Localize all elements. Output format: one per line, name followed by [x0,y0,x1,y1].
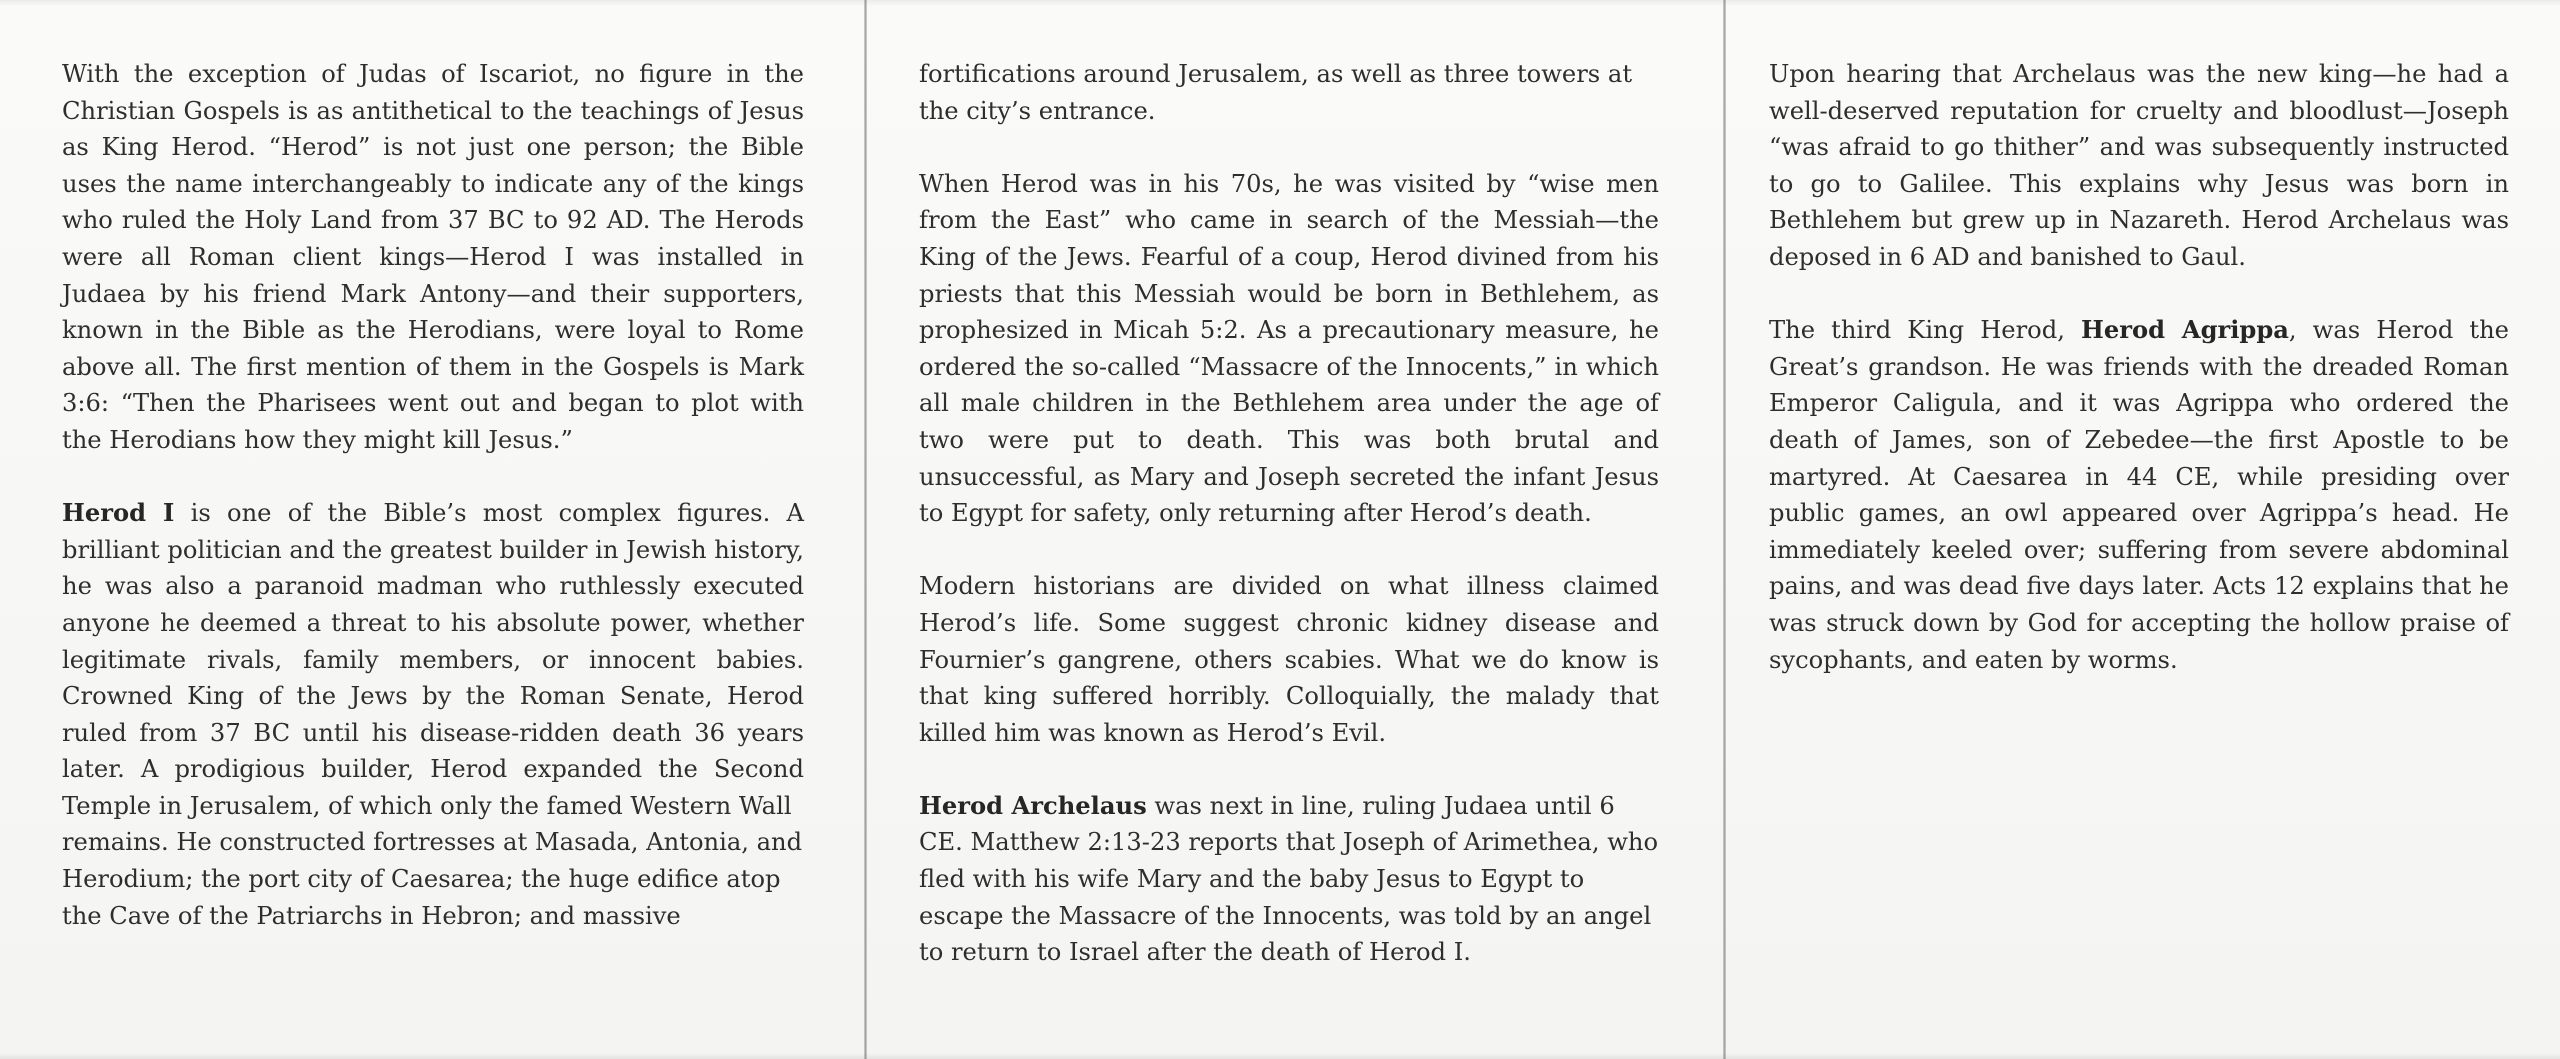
fold-line-right [1723,0,1726,1059]
panel-middle [919,56,1659,1007]
paragraph-herod-agrippa [1769,312,2509,678]
heading-herod-archelaus: Herod Archelaus [919,790,1147,820]
paragraph-illness: Modern historians are divided on what illness claimed Herod’s life. Some suggest chronic kidney disease and Fournier’s gangrene, others scabies. What we do know is that king suffered horribly. Colloquially, the malady that killed him was known as Herod’s Evil. [919,572,1659,747]
paragraph-herod-i-text: is one of the Bible’s most complex figures. A brilliant politician and the greatest builder in Jewish history, he was also a paranoid madman who ruthlessly executed anyone he deemed a threat to his absolute power, whether legitimate rivals, family members, or innocent babies. Crowned King of the Jews by the Roman Senate, Herod ruled from 37 BC until his disease-ridden death 36 years later. A prodigious builder, Herod expanded the Second Temple in Jerusalem, of which only the famed Western Wall [62,499,805,820]
paragraph-herod-agrippa-text: , was Herod the Great’s grandson. He was friends with the dreaded Roman Emperor Caligula, and it was Agrippa who ordered the death of James, son of Zebedee—the first Apostle to be martyred. At Caesarea in 44 CE, while presiding over public games, an owl appeared over Agrippa’s head. He immediately keeled over; suffering from severe abdominal pains, and was dead five days later. Acts 12 explains that he was struck down by God for accepting the hollow praise of sycophants, and eaten by worms. [1769,316,2509,674]
paragraph-herod-archelaus-text: was next in line, ruling Judaea until 6 CE. Matthew 2:13-23 reports that Joseph of Arimethea, who fled with his wife Mary and the baby Jesus to Egypt to escape the Massacre of the Innocents, was told by an angel to return to Israel after the death of Herod I. [919,791,1659,967]
fold-line-left [864,0,867,1059]
panel-left [62,56,804,971]
top-edge-shadow [0,0,2560,6]
heading-herod-i: Herod I [62,498,175,528]
paragraph-archelaus-galilee: Upon hearing that Archelaus was the new king—he had a well-deserved reputation for cruelty and bloodlust—Joseph “was afraid to go thither” and was subsequently instructed to go to Galilee. This explains why Jesus was born in Bethlehem but grew up in Nazareth. Herod Archelaus was deposed in 6 AD and banished to Gaul. [1769,60,2509,271]
paragraph-fortifications: fortifications around Jerusalem, as well as three towers at the city’s entrance. [919,60,1633,125]
heading-herod-agrippa: Herod Agrippa [2080,315,2289,345]
paragraph-herod-i [62,495,804,824]
paragraph-wise-men: When Herod was in his 70s, he was visited by “wise men from the East” who came in search of the Messiah—the King of the Jews. Fearful of a coup, Herod divined from his priests that this Messiah would be born in Bethlehem, as prophesized in Micah 5:2. As a precautionary measure, he ordered the so-called “Massacre of the Innocents,” in which all male children in the Bethlehem area under the age of two were put to death. This was both brutal and unsuccessful, as Mary and Joseph secreted the infant Jesus to Egypt for safety, only returning after Herod’s death. [919,169,1659,528]
panel-right [1769,56,2509,715]
paragraph-herod-intro: With the exception of Judas of Iscariot, no figure in the Christian Gospels is as antithetical to the teachings of Jesus as King Herod. “Herod” is not just one person; the Bible uses the name interchangeably to indicate any of the kings who ruled the Holy Land from 37 BC to 92 AD. The Herods were all Roman client kings—Herod I was installed in Judaea by his friend Mark Antony—and their supporters, known in the Bible as the Herodians, were loyal to Rome above all. The first mention of them in the Gospels is Mark 3:6: “Then the Pharisees went out and began to plot with the Herodians how they might kill Jesus.” [62,60,804,454]
bottom-edge-shadow [0,1053,2560,1059]
paragraph-herod-archelaus [919,788,1659,971]
paragraph-herod-agrippa-lead: The third King Herod, [1769,316,2081,345]
paragraph-herod-i-continued: remains. He constructed fortresses at Masada, Antonia, and Herodium; the port city of Caesarea; the huge edifice atop the Cave of the Patriarchs in Hebron; and massive [62,828,803,930]
